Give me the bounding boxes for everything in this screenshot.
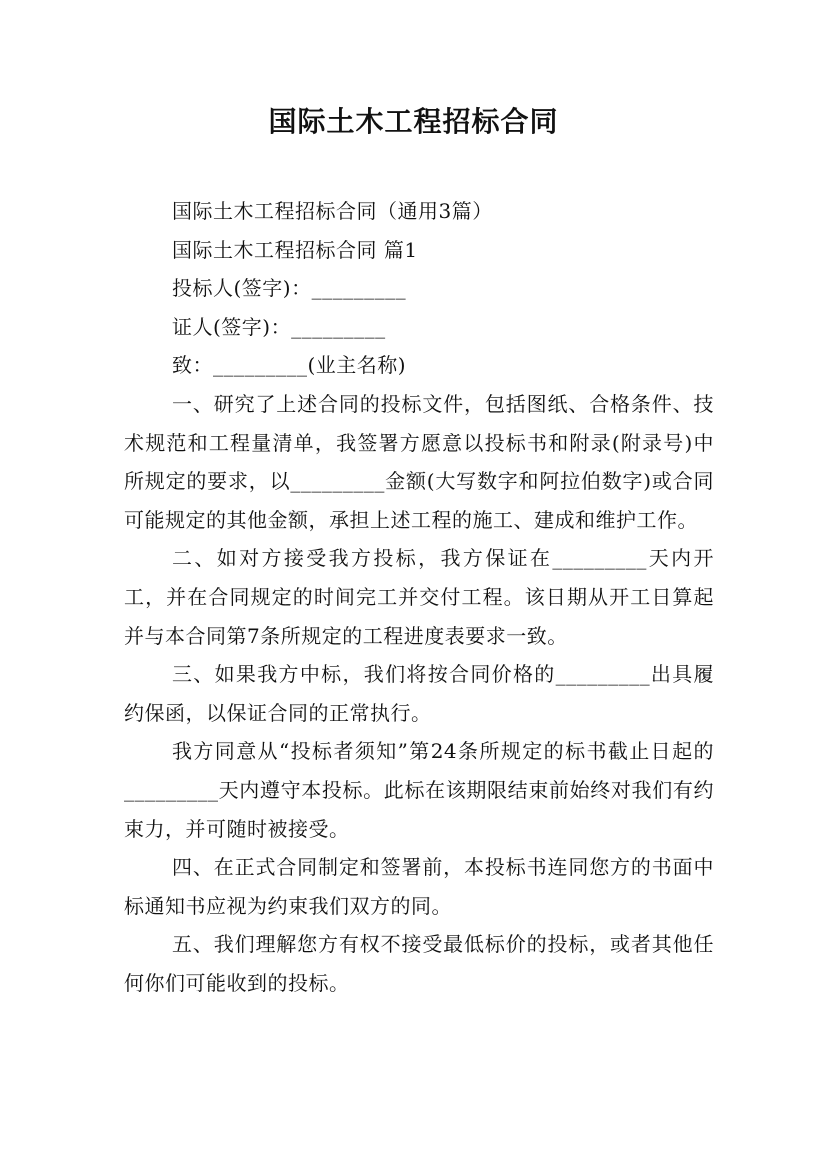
- paragraph-clause-5: 五、我们理解您方有权不接受最低标价的投标，或者其他任何你们可能收到的投标。: [124, 932, 714, 995]
- paragraph-clause-1: 一、研究了上述合同的投标文件，包括图纸、合格条件、技术规范和工程量清单，我签署方愿意以投标书和附录(附录号)中所规定的要求，以_________金额(大写数字和阿拉伯数字)或合同可能规定的其他金额，承担上述工程的施工、建成和维护工作。: [124, 391, 714, 532]
- paragraph-clause-4: 四、在正式合同制定和签署前，本投标书连同您方的书面中标通知书应视为约束我们双方的同。: [124, 855, 714, 918]
- document-title: 国际土木工程招标合同: [268, 105, 559, 138]
- paragraph-addressee: 致：_________(业主名称): [172, 353, 407, 378]
- paragraph-clause-2: 二、如对方接受我方投标，我方保证在_________天内开工，并在合同规定的时间完工并交付工程。该日期从开工日算起并与本合同第7条所规定的工程进度表要求一致。: [124, 546, 714, 648]
- paragraph-bidder-signature: 投标人(签字)：_________: [172, 276, 407, 301]
- paragraph-clause-3: 三、如果我方中标，我们将按合同价格的_________出具履约保函，以保证合同的正常执行。: [124, 662, 714, 725]
- paragraph-subtitle: 国际土木工程招标合同（通用3篇）: [172, 199, 493, 223]
- document-body: [124, 192, 714, 1002]
- paragraph-validity: 我方同意从“投标者须知”第24条所规定的标书截止日起的_________天内遵守本投标。此标在该期限结束前始终对我们有约束力，并可随时被接受。: [124, 739, 714, 841]
- paragraph-witness-signature: 证人(签字)：_________: [172, 314, 386, 339]
- paragraph-section-heading: 国际土木工程招标合同 篇1: [172, 237, 418, 262]
